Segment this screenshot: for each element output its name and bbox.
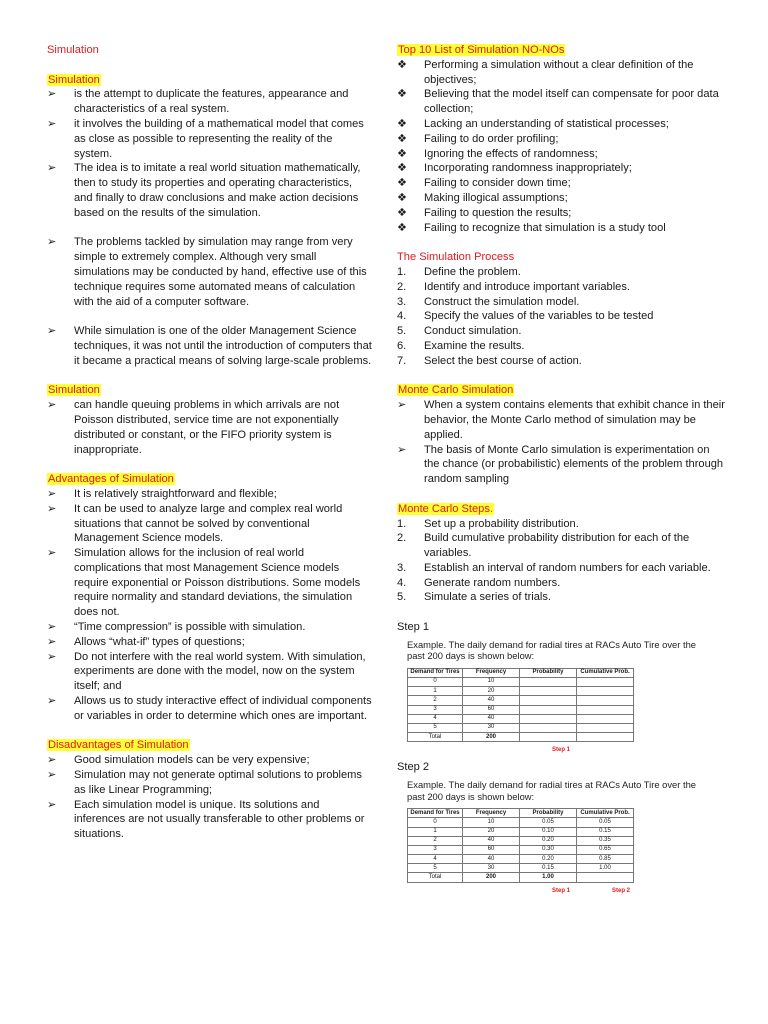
list-item: 6. Examine the results. <box>397 339 525 352</box>
list-item: 2. Identify and introduce important variables. <box>397 280 630 293</box>
diamond-bullet-icon: ❖ <box>397 58 407 71</box>
diamond-bullet-icon: ❖ <box>397 162 407 175</box>
arrow-bullet-icon: ➢ <box>47 547 57 560</box>
disadvantages-list <box>47 753 373 842</box>
step1-example <box>397 639 727 753</box>
list-item: ➢ Do not interfere with the real world system. With simulation, experiments are done with the model, now on the system itself; and <box>47 650 366 693</box>
step-tag: Step 1 <box>552 747 571 754</box>
arrow-bullet-icon: ➢ <box>47 769 57 782</box>
diamond-bullet-icon: ❖ <box>397 132 407 145</box>
list-item: 1. Set up a probability distribution. <box>397 517 579 530</box>
step1-table <box>407 668 634 743</box>
table-row: 1 20 <box>408 687 634 696</box>
nonos-list <box>397 58 727 236</box>
list-item: ➢ Simulation allows for the inclusion of real world complications that most Management Science models require exponential or Poisson distributions. Some models require normality and standard deviations, the simulation does not. <box>47 547 361 619</box>
diamond-bullet-icon: ❖ <box>397 177 407 190</box>
section-heading-steps: Monte Carlo Steps. <box>398 502 493 515</box>
list-item: 5. Simulate a series of trials. <box>397 591 552 604</box>
step1-label: Step 1 <box>397 621 430 634</box>
list-item: 2. Build cumulative probability distribution for each of the variables. <box>397 532 690 560</box>
list-item: ➢ It can be used to analyze large and complex real world situations that cannot be solved by conventional Management Science models. <box>47 502 343 545</box>
section-heading-nonos: Top 10 List of Simulation NO-NOs <box>398 44 565 56</box>
arrow-bullet-icon: ➢ <box>47 798 57 811</box>
arrow-bullet-icon: ➢ <box>47 754 57 767</box>
arrow-bullet-icon: ➢ <box>47 487 57 500</box>
list-item: ➢ can handle queuing problems in which arrivals are not Poisson distributed, service time are not exponentially distributed or constant, or the FIFO priority system is inappropriate. <box>47 399 340 456</box>
list-item: ➢ “Time compression” is possible with simulation. <box>47 621 306 634</box>
list-item: ❖ Performing a simulation without a clear definition of the objectives; <box>397 58 694 86</box>
document-title: Simulation <box>47 44 99 56</box>
diamond-bullet-icon: ❖ <box>397 191 407 204</box>
list-item: ❖ Incorporating randomness inappropriately; <box>397 162 632 175</box>
list-item: ➢ It is relatively straightforward and flexible; <box>47 487 277 500</box>
step1-tags <box>407 742 727 752</box>
table-row: 0 10 0.05 0.05 <box>408 818 634 827</box>
right-column <box>397 43 727 893</box>
step-tag: Step 1 <box>552 887 571 894</box>
list-item: ➢ Good simulation models can be very expensive; <box>47 754 310 767</box>
list-item: ❖ Failing to consider down time; <box>397 177 571 190</box>
list-item: 3. Construct the simulation model. <box>397 295 580 308</box>
step1-example-text: Example. The daily demand for radial tires at RACs Auto Tire over the past 200 days is shown below: <box>407 638 697 662</box>
arrow-bullet-icon: ➢ <box>47 635 57 648</box>
arrow-bullet-icon: ➢ <box>47 88 57 101</box>
step2-tags <box>407 883 727 893</box>
list-item: 4. Generate random numbers. <box>397 576 561 589</box>
list-item: ➢ Each simulation model is unique. Its solutions and inferences are not usually transferable to other problems or situations. <box>47 798 365 841</box>
list-item: ❖ Failing to do order profiling; <box>397 132 559 145</box>
table-row: 2 40 <box>408 696 634 705</box>
table-row: 5 30 0.15 1.00 <box>408 864 634 873</box>
step2-example <box>397 779 727 893</box>
arrow-bullet-icon: ➢ <box>47 650 57 663</box>
section-heading-disadvantages: Disadvantages of Simulation <box>48 739 189 752</box>
arrow-bullet-icon: ➢ <box>397 399 407 412</box>
step-tag: Step 2 <box>612 887 631 894</box>
arrow-bullet-icon: ➢ <box>47 621 57 634</box>
list-item: ❖ Believing that the model itself can compensate for poor data collection; <box>397 88 719 116</box>
arrow-bullet-icon: ➢ <box>47 399 57 412</box>
diamond-bullet-icon: ❖ <box>397 88 407 101</box>
table-header-row: Demand for Tires Frequency Probability Cumulative Prob. <box>408 668 634 677</box>
section-heading-simulation-2: Simulation <box>48 384 100 397</box>
diamond-bullet-icon: ❖ <box>397 221 407 234</box>
list-item: ❖ Failing to recognize that simulation is a study tool <box>397 221 666 234</box>
step2-label: Step 2 <box>397 761 430 774</box>
section-heading-monte-carlo: Monte Carlo Simulation <box>398 384 514 397</box>
list-item: ➢ The basis of Monte Carlo simulation is experimentation on the chance (or probabilistic) elements of the problem through random sampling <box>397 443 724 486</box>
arrow-bullet-icon: ➢ <box>47 502 57 515</box>
list-item: ❖ Lacking an understanding of statistical processes; <box>397 117 669 130</box>
section-heading-simulation: Simulation <box>48 73 100 86</box>
section-heading-advantages: Advantages of Simulation <box>48 473 174 486</box>
diamond-bullet-icon: ❖ <box>397 206 407 219</box>
list-item: ➢ is the attempt to duplicate the features, appearance and characteristics of a real system. <box>47 88 349 116</box>
table-row: 1 20 0.10 0.15 <box>408 827 634 836</box>
list-item: ➢ it involves the building of a mathematical model that comes as close as possible to representing the reality of the system. <box>47 117 364 160</box>
table-row: 4 40 0.20 0.85 <box>408 855 634 864</box>
arrow-bullet-icon: ➢ <box>47 695 57 708</box>
arrow-bullet-icon: ➢ <box>397 443 407 456</box>
list-item: 1. Define the problem. <box>397 265 521 278</box>
list-item: 5. Conduct simulation. <box>397 325 522 338</box>
steps-list <box>397 517 727 606</box>
diamond-bullet-icon: ❖ <box>397 117 407 130</box>
left-column <box>47 43 373 842</box>
list-item: ➢ The problems tackled by simulation may range from very simple to extremely complex. Although very small simulations may be conducted by hand, effective use of this technique requires some automated means of calculation with the aid of a computer software. <box>47 236 367 308</box>
list-item: ➢ Allows us to study interactive effect of individual components or variables in order to determine which ones are important. <box>47 695 372 722</box>
arrow-bullet-icon: ➢ <box>47 117 57 130</box>
table-header-row: Demand for Tires Frequency Probability Cumulative Prob. <box>408 809 634 818</box>
monte-carlo-list <box>397 398 727 487</box>
list-item: ➢ Simulation may not generate optimal solutions to problems as like Linear Programming; <box>47 769 362 796</box>
table-total-row: Total 200 <box>408 733 634 742</box>
table-row: 3 60 <box>408 705 634 714</box>
table-row: 2 40 0.20 0.35 <box>408 836 634 845</box>
list-item: ❖ Failing to question the results; <box>397 206 572 219</box>
arrow-bullet-icon: ➢ <box>47 162 57 175</box>
advantages-list <box>47 487 373 724</box>
list-item: ❖ Making illogical assumptions; <box>397 191 568 204</box>
list-item: 4. Specify the values of the variables to be tested <box>397 310 654 323</box>
list-item: ❖ Ignoring the effects of randomness; <box>397 147 598 160</box>
table-row: 3 60 0.30 0.65 <box>408 845 634 854</box>
table-row: 5 30 <box>408 724 634 733</box>
arrow-bullet-icon: ➢ <box>47 236 57 249</box>
simulation-definition-list <box>47 87 373 220</box>
table-row: 4 40 <box>408 714 634 723</box>
table-row: 0 10 <box>408 678 634 687</box>
process-list <box>397 265 727 369</box>
list-item: 3. Establish an interval of random numbers for each variable. <box>397 561 711 574</box>
list-item: ➢ While simulation is one of the older Management Science techniques, it was not until the introduction of computers that it became a practical means of solving large-scale problems. <box>47 325 372 367</box>
arrow-bullet-icon: ➢ <box>47 325 57 338</box>
diamond-bullet-icon: ❖ <box>397 147 407 160</box>
table-total-row: Total 200 1.00 <box>408 873 634 882</box>
list-item: 7. Select the best course of action. <box>397 354 582 367</box>
step2-example-text: Example. The daily demand for radial tires at RACs Auto Tire over the past 200 days is shown below: <box>407 779 697 802</box>
list-item: ➢ Allows “what-if” types of questions; <box>47 635 245 648</box>
step2-table <box>407 808 634 883</box>
list-item: ➢ The idea is to imitate a real world situation mathematically, then to study its properties and operating characteristics, and finally to draw conclusions and make action decisions based on the results of the simulation. <box>47 162 361 219</box>
section-heading-process: The Simulation Process <box>397 251 515 264</box>
list-item: ➢ When a system contains elements that exhibit chance in their behavior, the Monte Carlo method of simulation may be applied. <box>397 399 725 441</box>
